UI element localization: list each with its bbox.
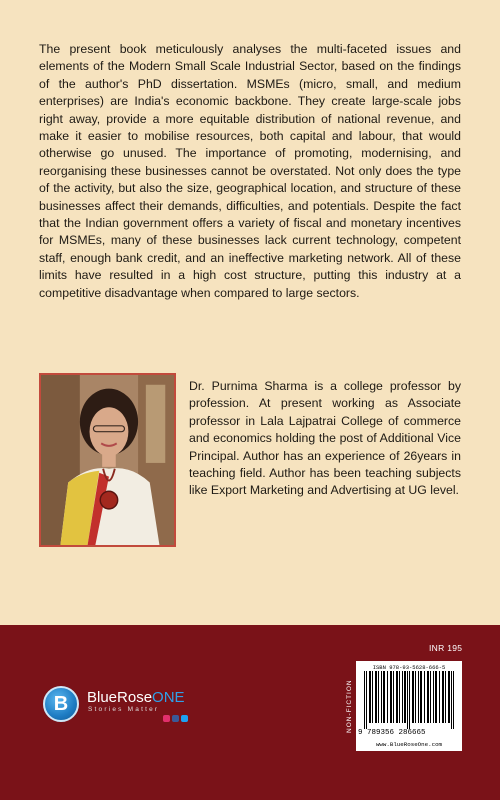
category-label: NON-FICTION — [346, 679, 353, 733]
barcode-bars — [362, 671, 456, 729]
publisher-tagline: Stories Matter — [88, 706, 160, 713]
author-photo — [39, 373, 176, 547]
barcode-digits: 9 789356 286665 — [358, 729, 426, 737]
publisher-logo — [43, 686, 243, 726]
publisher-name-accent: ONE — [152, 689, 185, 706]
publisher-name-main: BlueRose — [87, 689, 153, 706]
social-icons — [163, 715, 188, 722]
book-description: The present book meticulously analyses the multi-faceted issues and elements of the Modern Small Scale Industrial Sector, based on the findings of the author's PhD dissertation. MSMEs (micro, small, and medium enterprises) are India's economic backbone. They create large-scale jobs right away, provide a more equitable distribution of national revenue, and make it easier to mobilise resources, both capital and labour, that would otherwise go unused. The importance of promoting, modernising, and reorganising these businesses cannot be overstated. Not only does the type of the activity, but also the size, geographical location, and structure of these businesses affect their demands, difficulties, and potentials. Despite the fact that the Indian government offers a variety of fiscal and monetary incentives for MSMEs, many of these businesses lack current technology, competent staff, enough bank credit, and an ineffective marketing network. All of these limits have resulted in a high cost structure, putting this industry at a competitive disadvantage when compared to large sectors. — [39, 42, 461, 300]
publisher-logo-letter: B — [53, 693, 69, 715]
publisher-name — [87, 689, 185, 706]
barcode — [356, 661, 462, 751]
author-bio: Dr. Purnima Sharma is a college professor by profession. At present working as Associate professor in Lala Lajpatrai College of commerce and economics holding the post of Additional Vice Principal. Author has an experience of 26years in teaching field. Author has been teaching subjects like Export Marketing and Advertising at UG level. — [189, 379, 461, 498]
facebook-icon — [172, 715, 179, 722]
twitter-icon — [181, 715, 188, 722]
publisher-logo-emblem — [43, 686, 79, 722]
instagram-icon — [163, 715, 170, 722]
publisher-website: www.BlueRoseOne.com — [375, 741, 443, 748]
price-label: INR 195 — [429, 643, 463, 653]
isbn-number: ISBN 978-93-5628-666-5 — [372, 664, 446, 671]
